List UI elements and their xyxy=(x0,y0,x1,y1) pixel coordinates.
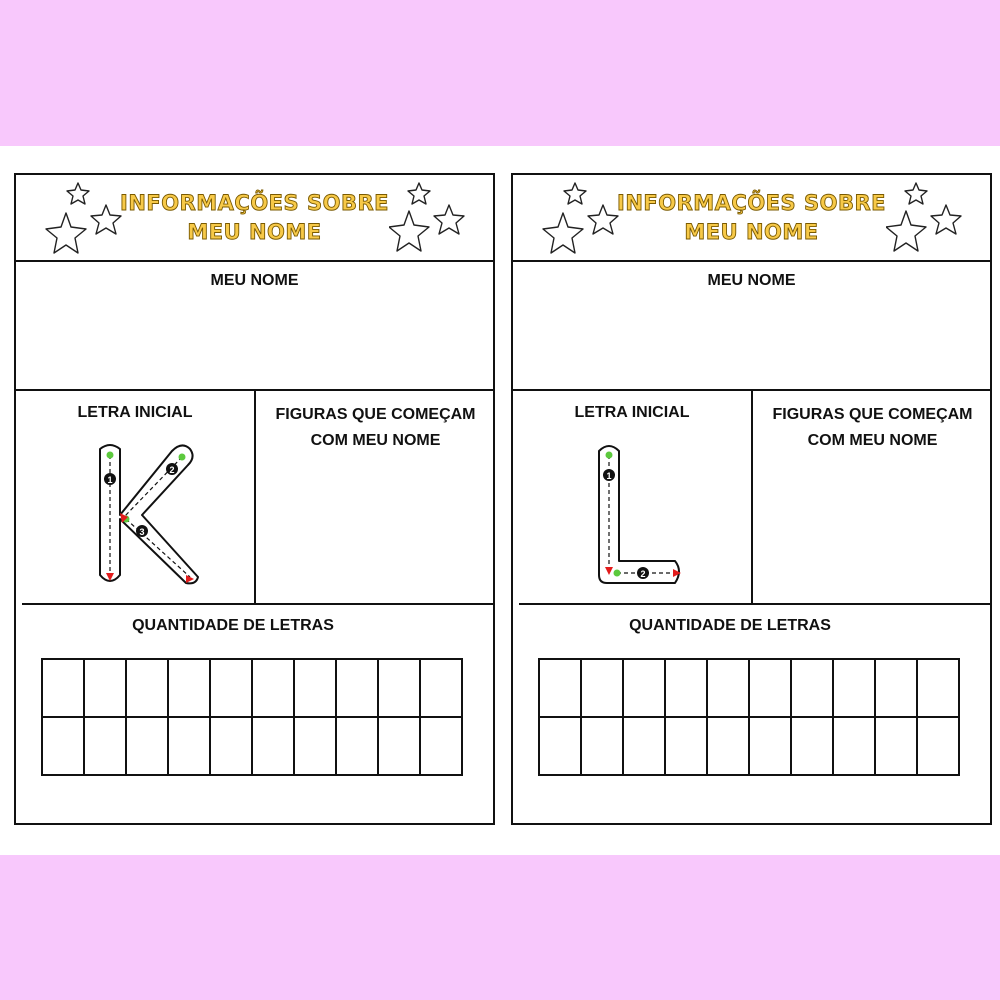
initial-letter-label: LETRA INICIAL xyxy=(77,404,193,421)
letter-l-tracing xyxy=(591,437,691,587)
letter-box[interactable] xyxy=(875,659,917,717)
letter-box[interactable] xyxy=(623,717,665,775)
letter-box[interactable] xyxy=(84,717,126,775)
letter-k-tracing xyxy=(86,437,216,587)
letter-box[interactable] xyxy=(42,717,84,775)
letter-box[interactable] xyxy=(539,717,581,775)
letter-box[interactable] xyxy=(336,659,378,717)
letter-box[interactable] xyxy=(791,659,833,717)
star-icon xyxy=(389,211,429,251)
letter-count-grid xyxy=(41,658,463,776)
letter-box[interactable] xyxy=(126,659,168,717)
divider xyxy=(22,603,495,605)
bottom-pink-band xyxy=(0,855,1000,1000)
star-icon xyxy=(905,183,927,204)
star-icon xyxy=(931,205,961,234)
my-name-label: MEU NOME xyxy=(707,272,796,289)
letter-box[interactable] xyxy=(210,717,252,775)
letter-box[interactable] xyxy=(168,717,210,775)
start-dot-icon xyxy=(107,452,114,459)
letter-box[interactable] xyxy=(581,659,623,717)
title-line-1: INFORMAÇÕES SOBRE xyxy=(120,191,389,215)
star-icon xyxy=(434,205,464,234)
worksheet-l xyxy=(511,173,992,825)
letter-box[interactable] xyxy=(665,659,707,717)
letter-box[interactable] xyxy=(84,659,126,717)
letter-box[interactable] xyxy=(252,717,294,775)
letter-box[interactable] xyxy=(749,717,791,775)
start-dot-icon xyxy=(614,570,621,577)
letter-box[interactable] xyxy=(917,659,959,717)
divider xyxy=(519,603,992,605)
letter-box[interactable] xyxy=(252,659,294,717)
letter-box[interactable] xyxy=(875,717,917,775)
letter-box[interactable] xyxy=(168,659,210,717)
figures-label xyxy=(753,402,992,454)
letter-box[interactable] xyxy=(294,717,336,775)
star-icon xyxy=(886,211,926,251)
letter-k-outline xyxy=(100,445,198,583)
grid-row xyxy=(42,659,462,717)
initial-letter-label: LETRA INICIAL xyxy=(574,404,690,421)
title-line-2: MEU NOME xyxy=(187,220,322,244)
figures-label-line-2: COM MEU NOME xyxy=(807,432,938,449)
letter-box[interactable] xyxy=(294,659,336,717)
title-line-2: MEU NOME xyxy=(684,220,819,244)
figures-label-line-1: FIGURAS QUE COMEÇAM xyxy=(772,406,973,423)
letter-box[interactable] xyxy=(707,717,749,775)
letter-box[interactable] xyxy=(126,717,168,775)
start-dot-icon xyxy=(179,454,186,461)
stroke-number: 2 xyxy=(640,569,646,579)
letter-l-outline xyxy=(599,446,679,583)
letter-box[interactable] xyxy=(42,659,84,717)
top-pink-band xyxy=(0,0,1000,146)
letter-box[interactable] xyxy=(749,659,791,717)
grid-row xyxy=(539,659,959,717)
letter-box[interactable] xyxy=(420,659,462,717)
star-icon-group xyxy=(389,175,479,262)
arrow-icon xyxy=(605,567,613,575)
letter-box[interactable] xyxy=(539,659,581,717)
letter-count-label: QUANTIDADE DE LETRAS xyxy=(629,617,831,634)
worksheet-k xyxy=(14,173,495,825)
stroke-number: 1 xyxy=(606,471,612,481)
letter-box[interactable] xyxy=(378,659,420,717)
figures-label xyxy=(256,402,495,454)
my-name-label: MEU NOME xyxy=(210,272,299,289)
letter-box[interactable] xyxy=(210,659,252,717)
figures-label-line-1: FIGURAS QUE COMEÇAM xyxy=(275,406,476,423)
letter-box[interactable] xyxy=(707,659,749,717)
letter-box[interactable] xyxy=(665,717,707,775)
letter-box[interactable] xyxy=(623,659,665,717)
figures-label-line-2: COM MEU NOME xyxy=(310,432,441,449)
worksheet-header xyxy=(16,175,493,262)
star-icon xyxy=(408,183,430,204)
stroke-number: 3 xyxy=(139,527,145,537)
letter-box[interactable] xyxy=(917,717,959,775)
stroke-number: 1 xyxy=(107,475,113,485)
letter-box[interactable] xyxy=(833,659,875,717)
title-line-1: INFORMAÇÕES SOBRE xyxy=(617,191,886,215)
letter-box[interactable] xyxy=(378,717,420,775)
grid-row xyxy=(42,717,462,775)
letter-box[interactable] xyxy=(420,717,462,775)
letter-box[interactable] xyxy=(336,717,378,775)
letter-box[interactable] xyxy=(581,717,623,775)
start-dot-icon xyxy=(606,452,613,459)
worksheet-header xyxy=(513,175,990,262)
star-icon-group xyxy=(886,175,976,262)
letter-count-grid xyxy=(538,658,960,776)
letter-box[interactable] xyxy=(833,717,875,775)
grid-row xyxy=(539,717,959,775)
stroke-number: 2 xyxy=(169,465,175,475)
letter-count-label: QUANTIDADE DE LETRAS xyxy=(132,617,334,634)
letter-box[interactable] xyxy=(791,717,833,775)
